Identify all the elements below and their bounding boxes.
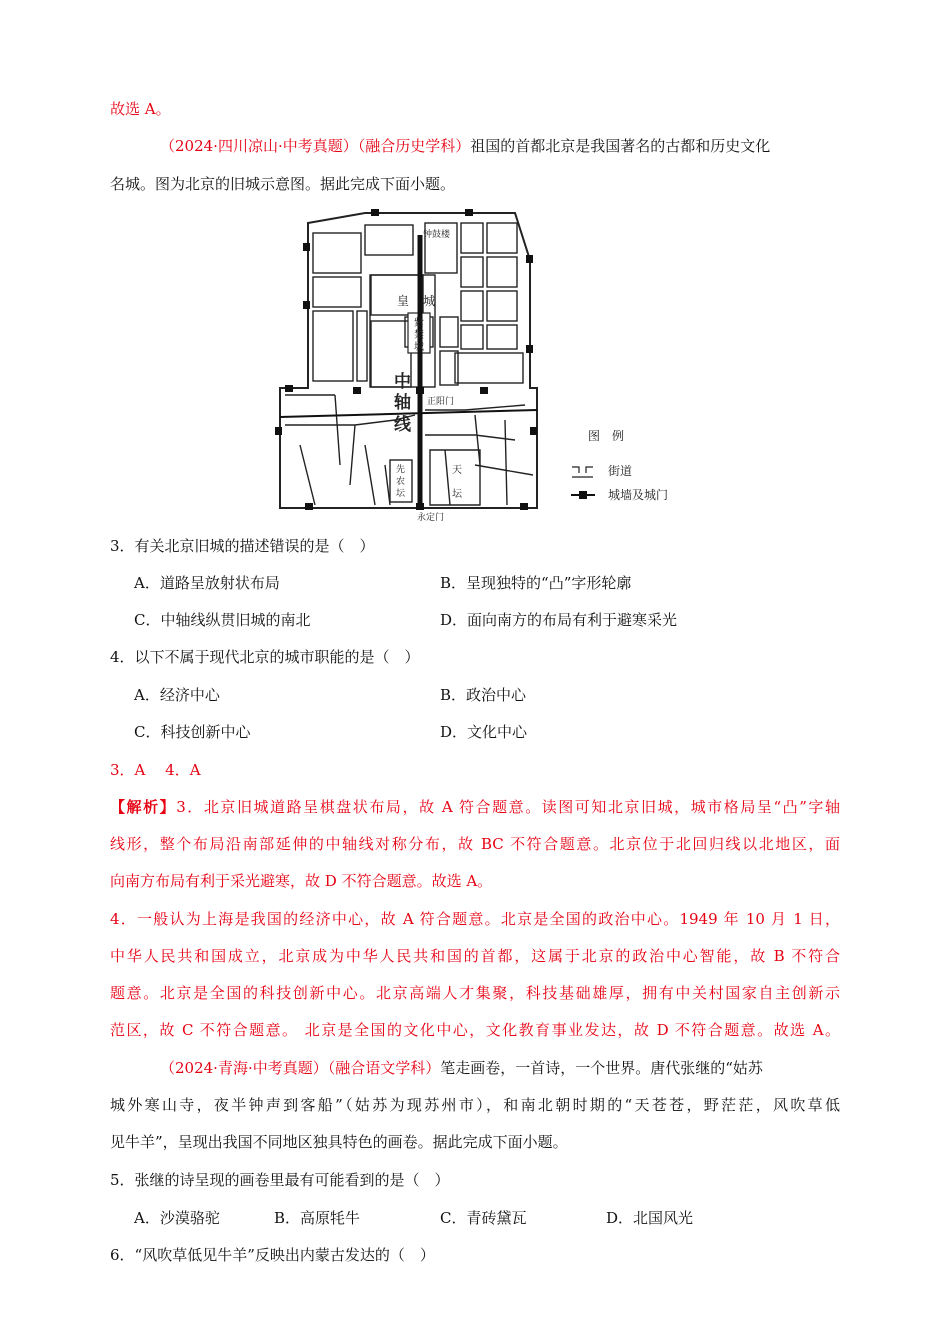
question-3: 3．有关北京旧城的描述错误的是（ ） <box>110 537 375 555</box>
intro-1-line-2: 名城。图为北京的旧城示意图。据此完成下面小题。 <box>110 175 456 193</box>
legend-street-label: 街道 <box>608 464 633 478</box>
explanation-line: 中华人民共和国成立，北京成为中华人民共和国的首都，这属于北京的政治中心智能，故 B 不符合 <box>110 947 840 965</box>
question-5: 5．张继的诗呈现的画卷里最有可能看到的是（ ） <box>110 1171 450 1189</box>
intro-text: 笔走画卷，一首诗，一个世界。唐代张继的“姑苏 <box>440 1059 763 1077</box>
map-label-imperial: 城 <box>423 294 436 308</box>
source-tag: （2024·青海·中考真题）（融合语文学科） <box>160 1059 441 1077</box>
q4-option-b: B．政治中心 <box>440 686 527 704</box>
q4-option-d: D．文化中心 <box>440 723 528 741</box>
q3-option-d: D．面向南方的布局有利于避寒采光 <box>440 611 678 629</box>
explanation-line: 4．一般认为上海是我国的经济中心，故 A 符合题意。北京是全国的政治中心。1949 年 10 月 1 日， <box>110 910 840 928</box>
explanation-head: 【解析】 <box>110 798 177 816</box>
map-label-axis: 轴 <box>394 393 411 413</box>
intro-2-line-2: 城外寒山寺，夜半钟声到客船”（姑苏为现苏州市），和南北朝时期的“天苍苍，野茫茫，风吹草低 <box>110 1096 840 1114</box>
q3-option-c: C．中轴线纵贯旧城的南北 <box>134 611 311 629</box>
legend-title: 图 例 <box>588 429 625 443</box>
question-4: 4．以下不属于现代北京的城市职能的是（ ） <box>110 648 420 666</box>
explanation-line <box>110 796 840 818</box>
intro-text: 祖国的首都北京是我国著名的古都和历史文化 <box>470 137 771 155</box>
source-tag: （2024·四川凉山·中考真题）（融合历史学科） <box>160 137 471 155</box>
map-label-xiannong: 坛 <box>396 489 406 499</box>
q5-option-b: B．高原牦牛 <box>274 1209 361 1227</box>
map-label-tiantan: 天 <box>452 465 462 476</box>
explanation-line: 向南方布局有利于采光避寒，故 D 不符合题意。故选 A。 <box>110 872 493 890</box>
explanation-text: 3．北京旧城道路呈棋盘状布局，故 A 符合题意。读图可知北京旧城，城市格局呈“凸”字轴 <box>176 798 840 816</box>
q5-option-c: C．青砖黛瓦 <box>440 1209 527 1227</box>
q3-option-b: B．呈现独特的“凸”字形轮廓 <box>440 574 632 592</box>
legend-street-symbol <box>572 467 593 477</box>
map-label-zhengyang: 正阳门 <box>427 397 455 407</box>
q4-option-c: C．科技创新中心 <box>134 723 251 741</box>
map-label-imperial: 皇 <box>397 294 410 308</box>
map-label-xiannong: 农 <box>396 477 406 487</box>
map-label-bell-tower: 钟鼓楼 <box>423 230 451 240</box>
map-label-axis: 线 <box>394 415 411 435</box>
prev-answer: 故选 A。 <box>110 100 171 118</box>
map-label-xiannong: 先 <box>396 465 406 475</box>
question-6: 6．“风吹草低见牛羊”反映出内蒙古发达的（ ） <box>110 1246 435 1264</box>
map-label-tiantan: 坛 <box>452 489 462 500</box>
intro-1-line-1 <box>160 135 836 157</box>
answers-3-4: 3．A 4．A <box>110 761 201 779</box>
legend-wall-label: 城墙及城门 <box>608 488 669 502</box>
map-label-forbidden: 禁 <box>414 330 424 341</box>
map-label-yongding: 永定门 <box>417 513 445 523</box>
q5-option-a: A．沙漠骆驼 <box>134 1209 220 1227</box>
explanation-line: 范区，故 C 不符合题意。 北京是全国的文化中心，文化教育事业发达，故 D 不符合题意。故选 A。 <box>110 1021 840 1039</box>
old-beijing-map <box>275 205 695 525</box>
intro-2-line-3: 见牛羊”，呈现出我国不同地区独具特色的画卷。据此完成下面小题。 <box>110 1133 568 1151</box>
q3-option-a: A．道路呈放射状布局 <box>134 574 280 592</box>
map-label-axis: 中 <box>394 372 411 392</box>
intro-2-line-1 <box>160 1057 840 1079</box>
explanation-line: 题意。北京是全国的科技创新中心。北京高端人才集聚，科技基础雄厚，拥有中关村国家自主创新示 <box>110 984 840 1002</box>
map-label-forbidden: 紫 <box>414 318 424 329</box>
map-label-forbidden: 城 <box>414 342 424 353</box>
q4-option-a: A．经济中心 <box>134 686 220 704</box>
q5-option-d: D．北国风光 <box>606 1209 694 1227</box>
explanation-line: 线形，整个布局沿南部延伸的中轴线对称分布，故 BC 不符合题意。北京位于北回归线以北地区，面 <box>110 835 840 853</box>
